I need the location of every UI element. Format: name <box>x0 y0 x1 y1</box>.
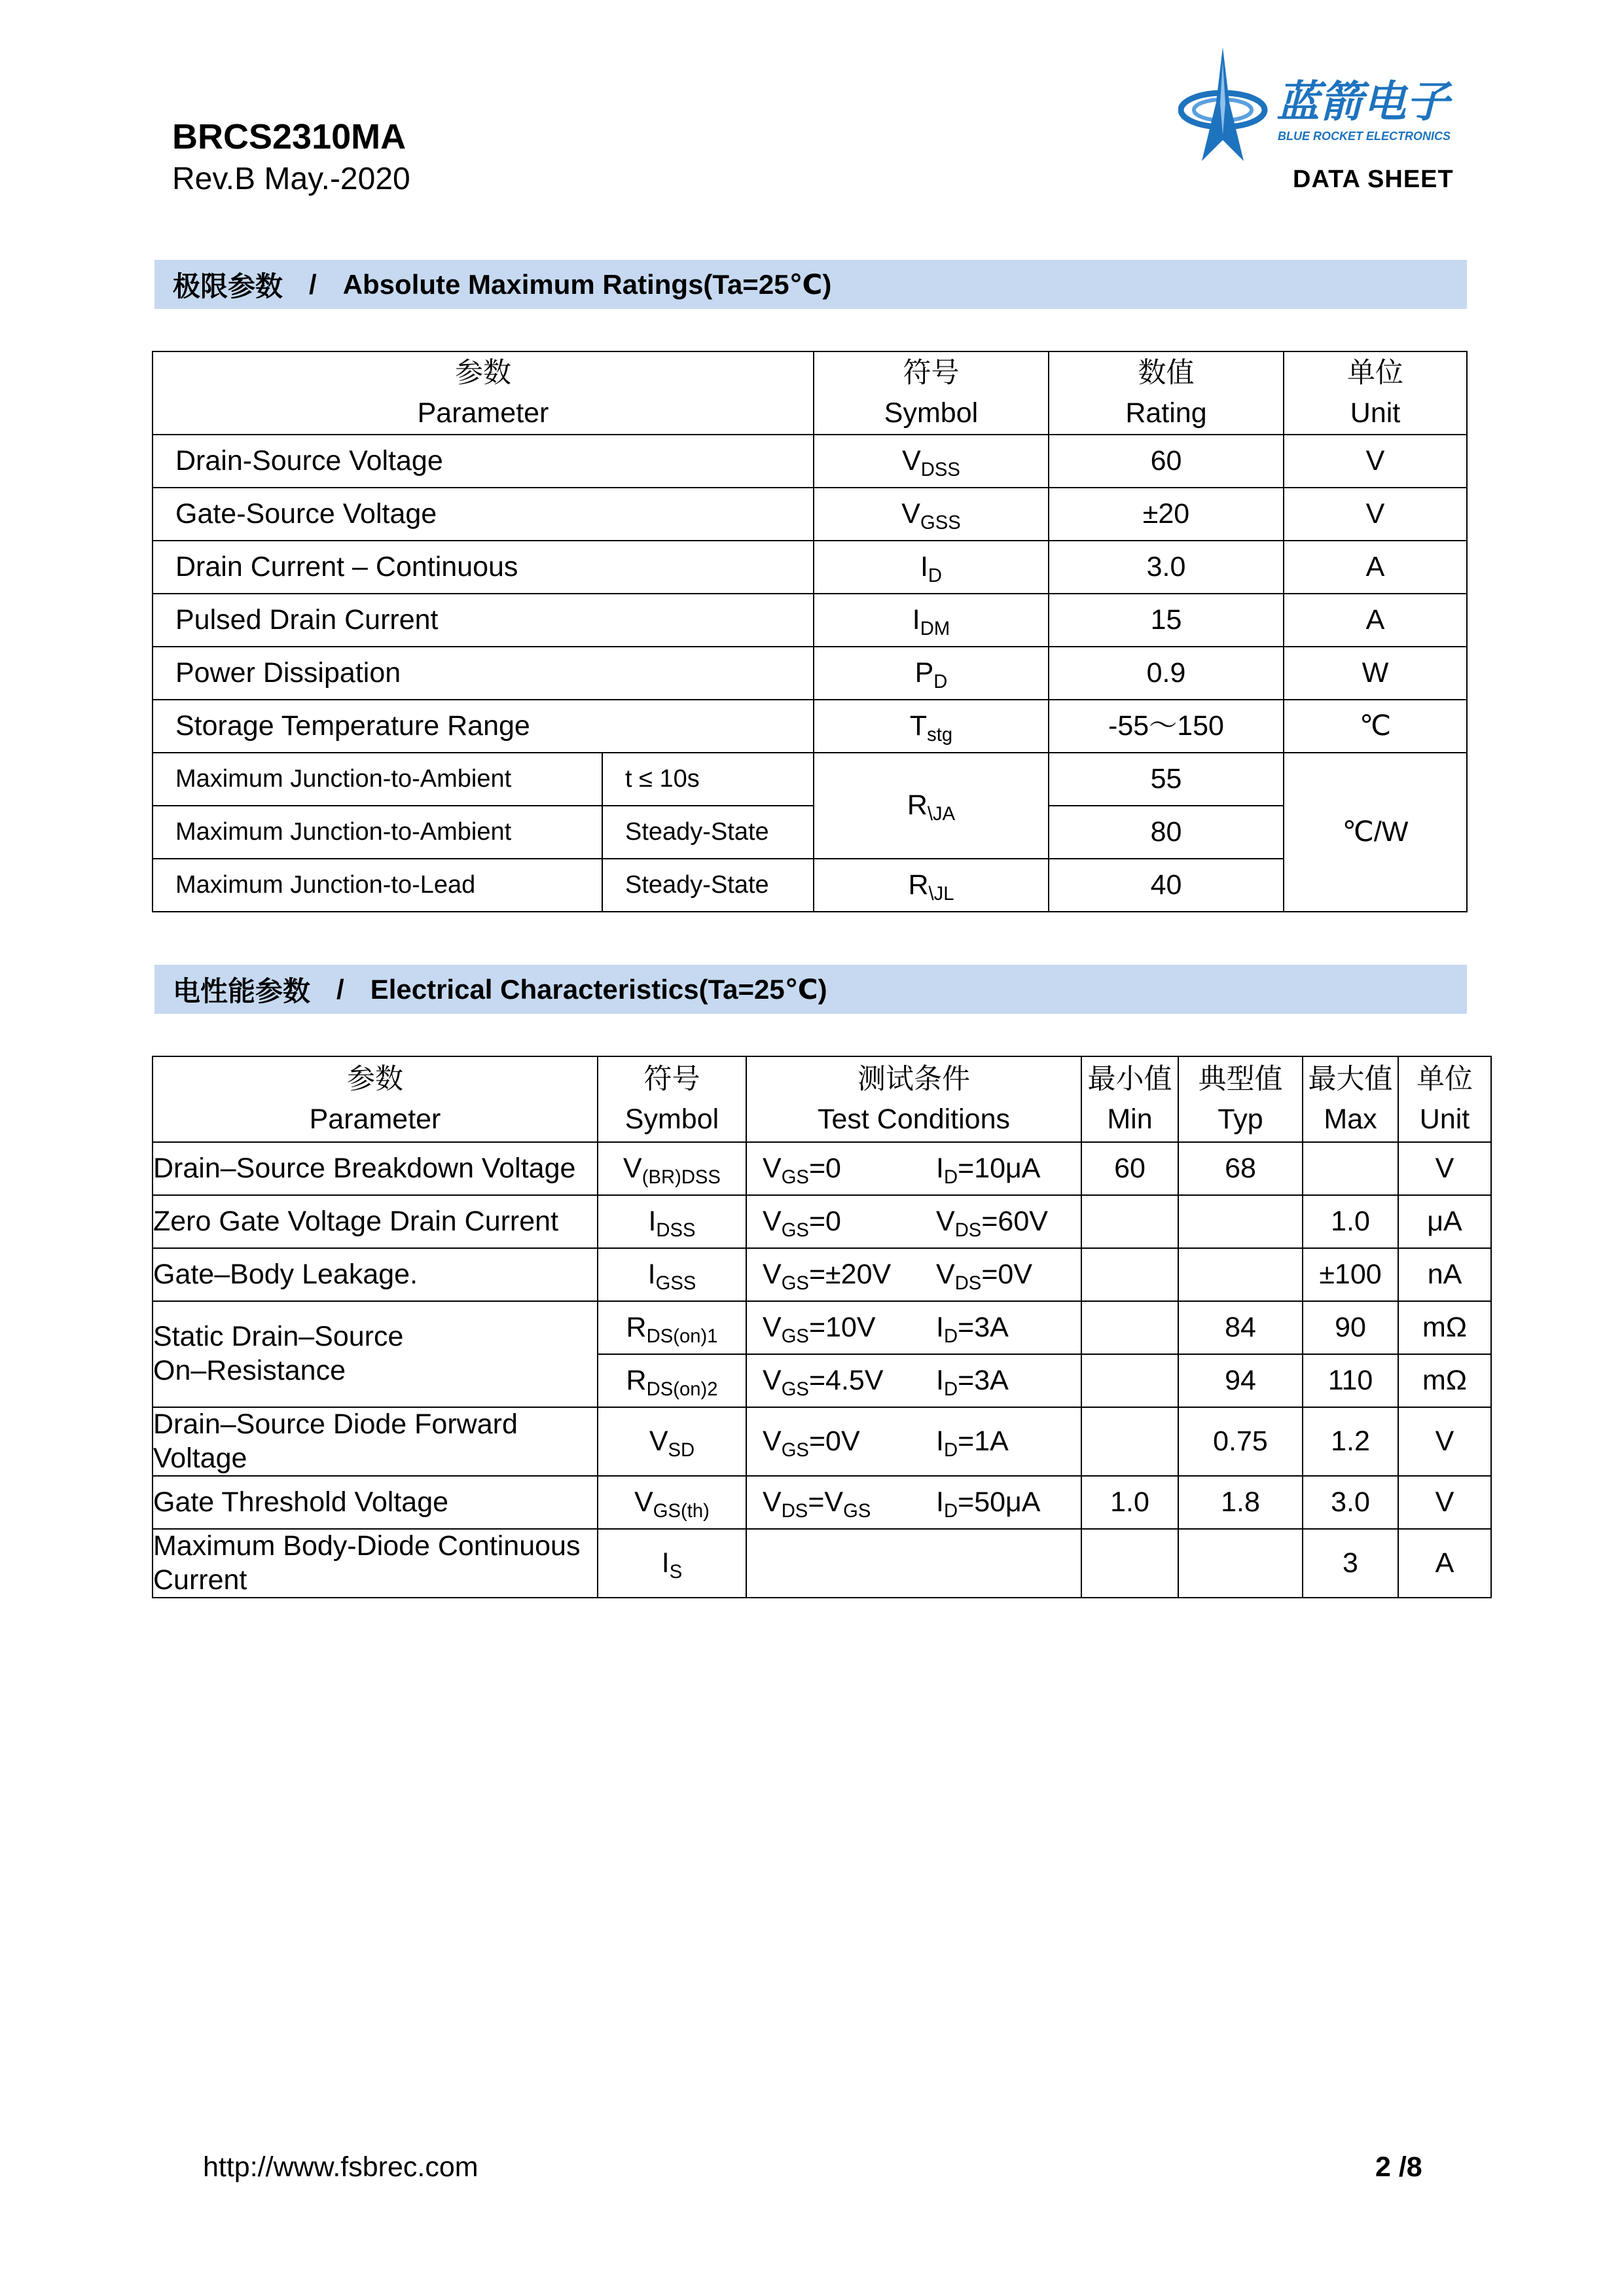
table-row <box>153 488 1467 541</box>
condition-cell <box>746 1301 1081 1354</box>
param-line: Maximum Body-Diode Continuous <box>153 1530 581 1562</box>
symbol-letter: I <box>661 1547 670 1579</box>
header-en: Parameter <box>417 397 549 429</box>
section-title-absolute-max <box>154 260 1467 309</box>
company-logo <box>1178 45 1466 165</box>
min-cell <box>1081 1195 1178 1248</box>
section-title-cn: 极限参数 <box>173 270 283 302</box>
param-line: On–Resistance <box>153 1355 346 1386</box>
min-cell: 1.0 <box>1081 1476 1178 1529</box>
symbol-cell <box>814 541 1049 594</box>
symbol-cell <box>598 1476 746 1529</box>
cond-value: =1A <box>958 1425 1009 1457</box>
symbol-letter: V <box>901 497 920 529</box>
header-symbol <box>598 1056 746 1142</box>
max-cell: 90 <box>1303 1301 1398 1354</box>
header-en: Symbol <box>624 1103 719 1135</box>
typ-cell: 1.8 <box>1178 1476 1303 1529</box>
symbol-subscript: GSS <box>920 512 961 533</box>
cond-letter: V <box>763 1258 782 1290</box>
unit-cell: V <box>1284 435 1467 488</box>
param-cell <box>153 1407 598 1476</box>
header-cn: 符号 <box>643 1064 700 1096</box>
table-header-row <box>153 1056 1491 1142</box>
header-unit <box>1284 351 1467 435</box>
unit-cell: ℃ <box>1284 700 1467 753</box>
cond-value: =10V <box>808 1311 876 1343</box>
max-cell: 3 <box>1303 1529 1398 1598</box>
unit-cell: V <box>1398 1476 1491 1529</box>
header-en: Symbol <box>884 397 979 429</box>
symbol-cell <box>814 859 1049 912</box>
rating-cell: -55～150 <box>1049 700 1284 753</box>
param-cell: Gate-Source Voltage <box>153 488 814 541</box>
typ-cell <box>1178 1248 1303 1301</box>
param-cell: Drain-Source Voltage <box>153 435 814 488</box>
symbol-subscript: SD <box>668 1439 695 1461</box>
cond-value: =3A <box>958 1364 1009 1396</box>
param-line: Voltage <box>153 1442 247 1474</box>
unit-cell: A <box>1398 1529 1491 1598</box>
param-line: Static Drain–Source <box>153 1321 404 1353</box>
table-row <box>153 753 1467 806</box>
rating-cell: 0.9 <box>1049 647 1284 700</box>
condition-b <box>936 1205 1048 1239</box>
cond-letter: V <box>763 1486 782 1518</box>
cond-subscript: DS <box>781 1500 808 1522</box>
unit-cell: nA <box>1398 1248 1491 1301</box>
header-en: Unit <box>1350 397 1401 429</box>
symbol-letter: V <box>902 444 921 476</box>
section-title-electrical <box>154 965 1467 1014</box>
part-number: BRCS2310MA <box>172 117 406 156</box>
symbol-letter: I <box>920 550 928 583</box>
rating-cell: ±20 <box>1049 488 1284 541</box>
unit-cell: μA <box>1398 1195 1491 1248</box>
cond-value: =50μA <box>958 1486 1041 1518</box>
param-cell: Pulsed Drain Current <box>153 594 814 647</box>
table-row <box>153 1301 1491 1354</box>
table-row <box>153 1407 1491 1476</box>
cond-letter: V <box>936 1205 955 1237</box>
unit-cell: ℃/W <box>1284 753 1467 912</box>
cond-letter: I <box>936 1364 944 1396</box>
cond-letter: V <box>763 1311 782 1343</box>
cond-subscript: GS <box>781 1439 809 1461</box>
table-row <box>153 1195 1491 1248</box>
rocket-icon <box>1181 47 1265 161</box>
unit-cell: mΩ <box>1398 1354 1491 1407</box>
param-cell: Maximum Junction-to-Ambient <box>153 753 602 806</box>
cond-value: =4.5V <box>808 1364 884 1396</box>
cond-subscript: DS <box>954 1219 982 1241</box>
cond-value: =±20V <box>808 1258 892 1290</box>
symbol-subscript: \JL <box>928 883 954 905</box>
symbol-cell <box>814 700 1049 753</box>
table-row <box>153 1476 1491 1529</box>
param-cell: Gate Threshold Voltage <box>153 1476 598 1529</box>
header-cn: 参数 <box>455 357 511 389</box>
cond-value: =0 <box>808 1152 841 1184</box>
symbol-cell <box>598 1195 746 1248</box>
symbol-cell <box>814 435 1049 488</box>
table-row <box>153 1142 1491 1195</box>
table-row <box>153 435 1467 488</box>
max-cell: 1.0 <box>1303 1195 1398 1248</box>
min-cell <box>1081 1529 1178 1598</box>
cond-letter: V <box>763 1364 782 1396</box>
condition-cell <box>746 1248 1081 1301</box>
condition-b <box>936 1152 1040 1186</box>
absolute-max-ratings-table <box>152 351 1468 912</box>
max-cell: 110 <box>1303 1354 1398 1407</box>
header-typ <box>1178 1056 1303 1142</box>
cond-subscript: D <box>943 1439 958 1461</box>
logo-name-en: BLUE ROCKET ELECTRONICS <box>1278 130 1451 143</box>
cond-subscript: D <box>943 1500 958 1522</box>
condition-a <box>763 1258 936 1292</box>
doc-type: DATA SHEET <box>1293 166 1454 193</box>
header-cn: 数值 <box>1138 357 1195 389</box>
section-title-en: Absolute Maximum Ratings(Ta=25℃) <box>342 269 832 300</box>
table-row <box>153 594 1467 647</box>
unit-cell: A <box>1284 541 1467 594</box>
min-cell: 60 <box>1081 1142 1178 1195</box>
table-row <box>153 806 1467 859</box>
rating-cell: 3.0 <box>1049 541 1284 594</box>
condition-a <box>763 1152 936 1186</box>
symbol-cell <box>598 1354 746 1407</box>
rating-cell: 15 <box>1049 594 1284 647</box>
typ-cell: 0.75 <box>1178 1407 1303 1476</box>
cond-letter: I <box>936 1152 944 1184</box>
symbol-letter: I <box>648 1205 657 1237</box>
symbol-cell <box>814 488 1049 541</box>
cond-subscript: GS <box>781 1219 809 1241</box>
rating-cell: 55 <box>1049 753 1284 806</box>
param-cell: Maximum Junction-to-Ambient <box>153 806 602 859</box>
condition-cell <box>746 1529 1081 1598</box>
cond-value-subscript: GS <box>843 1500 871 1522</box>
symbol-cell <box>598 1529 746 1598</box>
section-title-cn: 电性能参数 <box>173 975 311 1007</box>
table-row <box>153 1529 1491 1598</box>
unit-cell: W <box>1284 647 1467 700</box>
symbol-cell <box>598 1301 746 1354</box>
symbol-letter: V <box>649 1425 668 1457</box>
symbol-letter: R <box>626 1364 647 1396</box>
header-en: Unit <box>1419 1103 1470 1135</box>
cond-value: =0V <box>808 1425 860 1457</box>
symbol-subscript: D <box>933 671 948 692</box>
table-header-row <box>153 351 1467 435</box>
symbol-cell <box>814 594 1049 647</box>
min-cell <box>1081 1354 1178 1407</box>
section-title-separator: / <box>309 268 317 300</box>
cond-subscript: GS <box>781 1378 809 1400</box>
symbol-cell <box>598 1248 746 1301</box>
header-cn: 测试条件 <box>857 1064 970 1096</box>
header-parameter <box>153 1056 598 1142</box>
cond-letter: I <box>936 1425 944 1457</box>
cond-subscript: DS <box>954 1272 982 1294</box>
condition-cell <box>746 1354 1081 1407</box>
condition-b <box>936 1258 1032 1292</box>
header-en: Typ <box>1218 1103 1263 1135</box>
param-cell: Maximum Junction-to-Lead <box>153 859 602 912</box>
param-cell <box>153 1301 598 1407</box>
param-cell: Gate–Body Leakage. <box>153 1248 598 1301</box>
table-row <box>153 700 1467 753</box>
table-row <box>153 859 1467 912</box>
cond-value: =V <box>808 1486 844 1518</box>
param-cell: Power Dissipation <box>153 647 814 700</box>
cond-subscript: GS <box>781 1272 809 1294</box>
logo-name-cn: 蓝箭电子 <box>1276 77 1449 127</box>
param-cell: Storage Temperature Range <box>153 700 814 753</box>
cond-letter: I <box>936 1486 944 1518</box>
header-en: Max <box>1324 1103 1377 1135</box>
condition-a <box>763 1311 936 1345</box>
header-symbol <box>814 351 1049 435</box>
unit-cell: V <box>1398 1407 1491 1476</box>
condition-b <box>936 1364 1009 1398</box>
symbol-subscript: GSS <box>655 1272 696 1294</box>
condition-cell: Steady-State <box>602 806 814 859</box>
cond-letter: I <box>936 1311 944 1343</box>
header-parameter <box>153 351 814 435</box>
typ-cell <box>1178 1195 1303 1248</box>
symbol-letter: R <box>626 1311 647 1343</box>
cond-value: =60V <box>981 1205 1048 1237</box>
max-cell: 3.0 <box>1303 1476 1398 1529</box>
table-row <box>153 541 1467 594</box>
header-max <box>1303 1056 1398 1142</box>
condition-a <box>763 1486 936 1520</box>
symbol-letter: T <box>909 709 928 742</box>
condition-cell <box>746 1142 1081 1195</box>
condition-cell <box>746 1195 1081 1248</box>
header-cn: 符号 <box>903 357 960 389</box>
header-test-conditions <box>746 1056 1081 1142</box>
table-row <box>153 1248 1491 1301</box>
rating-cell: 80 <box>1049 806 1284 859</box>
min-cell <box>1081 1407 1178 1476</box>
cond-subscript: GS <box>781 1325 809 1347</box>
unit-cell: A <box>1284 594 1467 647</box>
symbol-subscript: GS(th) <box>653 1500 710 1522</box>
cond-value: =3A <box>958 1311 1009 1343</box>
table-row <box>153 647 1467 700</box>
cond-value: =0 <box>808 1205 841 1237</box>
symbol-subscript: DSS <box>920 459 960 480</box>
max-cell <box>1303 1142 1398 1195</box>
header-cn: 最小值 <box>1087 1064 1172 1096</box>
cond-subscript: D <box>943 1325 958 1347</box>
header-unit <box>1398 1056 1491 1142</box>
symbol-subscript: stg <box>927 724 953 745</box>
typ-cell <box>1178 1529 1303 1598</box>
typ-cell: 94 <box>1178 1354 1303 1407</box>
header-cn: 最大值 <box>1308 1064 1393 1096</box>
header-cn: 典型值 <box>1198 1064 1283 1096</box>
symbol-letter: I <box>647 1258 656 1290</box>
param-line: Drain–Source Diode Forward <box>153 1408 518 1440</box>
symbol-letter: V <box>623 1152 642 1184</box>
symbol-letter: I <box>912 603 920 636</box>
revision: Rev.B May.-2020 <box>172 162 410 196</box>
symbol-subscript: DS(on)2 <box>646 1378 718 1400</box>
max-cell: 1.2 <box>1303 1407 1398 1476</box>
cond-value: =10μA <box>958 1152 1041 1184</box>
symbol-subscript: S <box>669 1561 683 1583</box>
electrical-characteristics-table <box>152 1056 1492 1598</box>
min-cell <box>1081 1248 1178 1301</box>
section-title-en: Electrical Characteristics(Ta=25℃) <box>370 974 827 1005</box>
symbol-letter: P <box>914 656 934 689</box>
param-cell: Drain Current – Continuous <box>153 541 814 594</box>
symbol-subscript: (BR)DSS <box>641 1166 721 1188</box>
cond-letter: V <box>763 1205 782 1237</box>
min-cell <box>1081 1301 1178 1354</box>
header-en: Rating <box>1125 397 1207 429</box>
unit-cell: V <box>1284 488 1467 541</box>
condition-a <box>763 1364 936 1398</box>
cond-subscript: D <box>943 1166 958 1188</box>
rating-cell: 40 <box>1049 859 1284 912</box>
header-en: Parameter <box>309 1103 441 1135</box>
condition-cell <box>746 1476 1081 1529</box>
symbol-subscript: DM <box>920 618 950 639</box>
unit-cell: V <box>1398 1142 1491 1195</box>
symbol-cell <box>814 753 1049 859</box>
cond-letter: V <box>936 1258 955 1290</box>
header-en: Min <box>1107 1103 1153 1135</box>
condition-a <box>763 1425 936 1459</box>
header-cn: 单位 <box>1347 357 1403 389</box>
section-title-separator: / <box>336 973 344 1005</box>
symbol-cell <box>598 1142 746 1195</box>
symbol-cell <box>814 647 1049 700</box>
header-cn: 单位 <box>1416 1064 1473 1096</box>
unit-cell: mΩ <box>1398 1301 1491 1354</box>
condition-cell <box>746 1407 1081 1476</box>
typ-cell: 68 <box>1178 1142 1303 1195</box>
symbol-subscript: D <box>928 565 943 586</box>
cond-subscript: D <box>943 1378 958 1400</box>
condition-b <box>936 1425 1009 1459</box>
cond-letter: V <box>763 1152 782 1184</box>
param-cell <box>153 1529 598 1598</box>
header-rating <box>1049 351 1284 435</box>
param-cell: Drain–Source Breakdown Voltage <box>153 1142 598 1195</box>
condition-b <box>936 1311 1009 1345</box>
condition-a <box>763 1205 936 1239</box>
param-line: Current <box>153 1564 247 1596</box>
param-cell: Zero Gate Voltage Drain Current <box>153 1195 598 1248</box>
symbol-cell <box>598 1407 746 1476</box>
cond-subscript: GS <box>781 1166 809 1188</box>
footer-url[interactable]: http://www.fsbrec.com <box>203 2151 478 2183</box>
condition-cell: Steady-State <box>602 859 814 912</box>
symbol-letter: R <box>907 789 928 821</box>
page-number: 2 /8 <box>1375 2151 1422 2183</box>
symbol-subscript: \JA <box>927 803 956 825</box>
header-en: Test Conditions <box>818 1103 1010 1135</box>
symbol-subscript: DSS <box>656 1219 696 1241</box>
header-min <box>1081 1056 1178 1142</box>
cond-letter: V <box>763 1425 782 1457</box>
header-cn: 参数 <box>347 1064 403 1096</box>
rating-cell: 60 <box>1049 435 1284 488</box>
symbol-subscript: DS(on)1 <box>646 1325 718 1347</box>
symbol-letter: V <box>634 1486 653 1518</box>
typ-cell: 84 <box>1178 1301 1303 1354</box>
condition-cell: t ≤ 10s <box>602 753 814 806</box>
symbol-letter: R <box>908 869 929 901</box>
max-cell: ±100 <box>1303 1248 1398 1301</box>
cond-value: =0V <box>981 1258 1033 1290</box>
condition-b <box>936 1486 1040 1520</box>
